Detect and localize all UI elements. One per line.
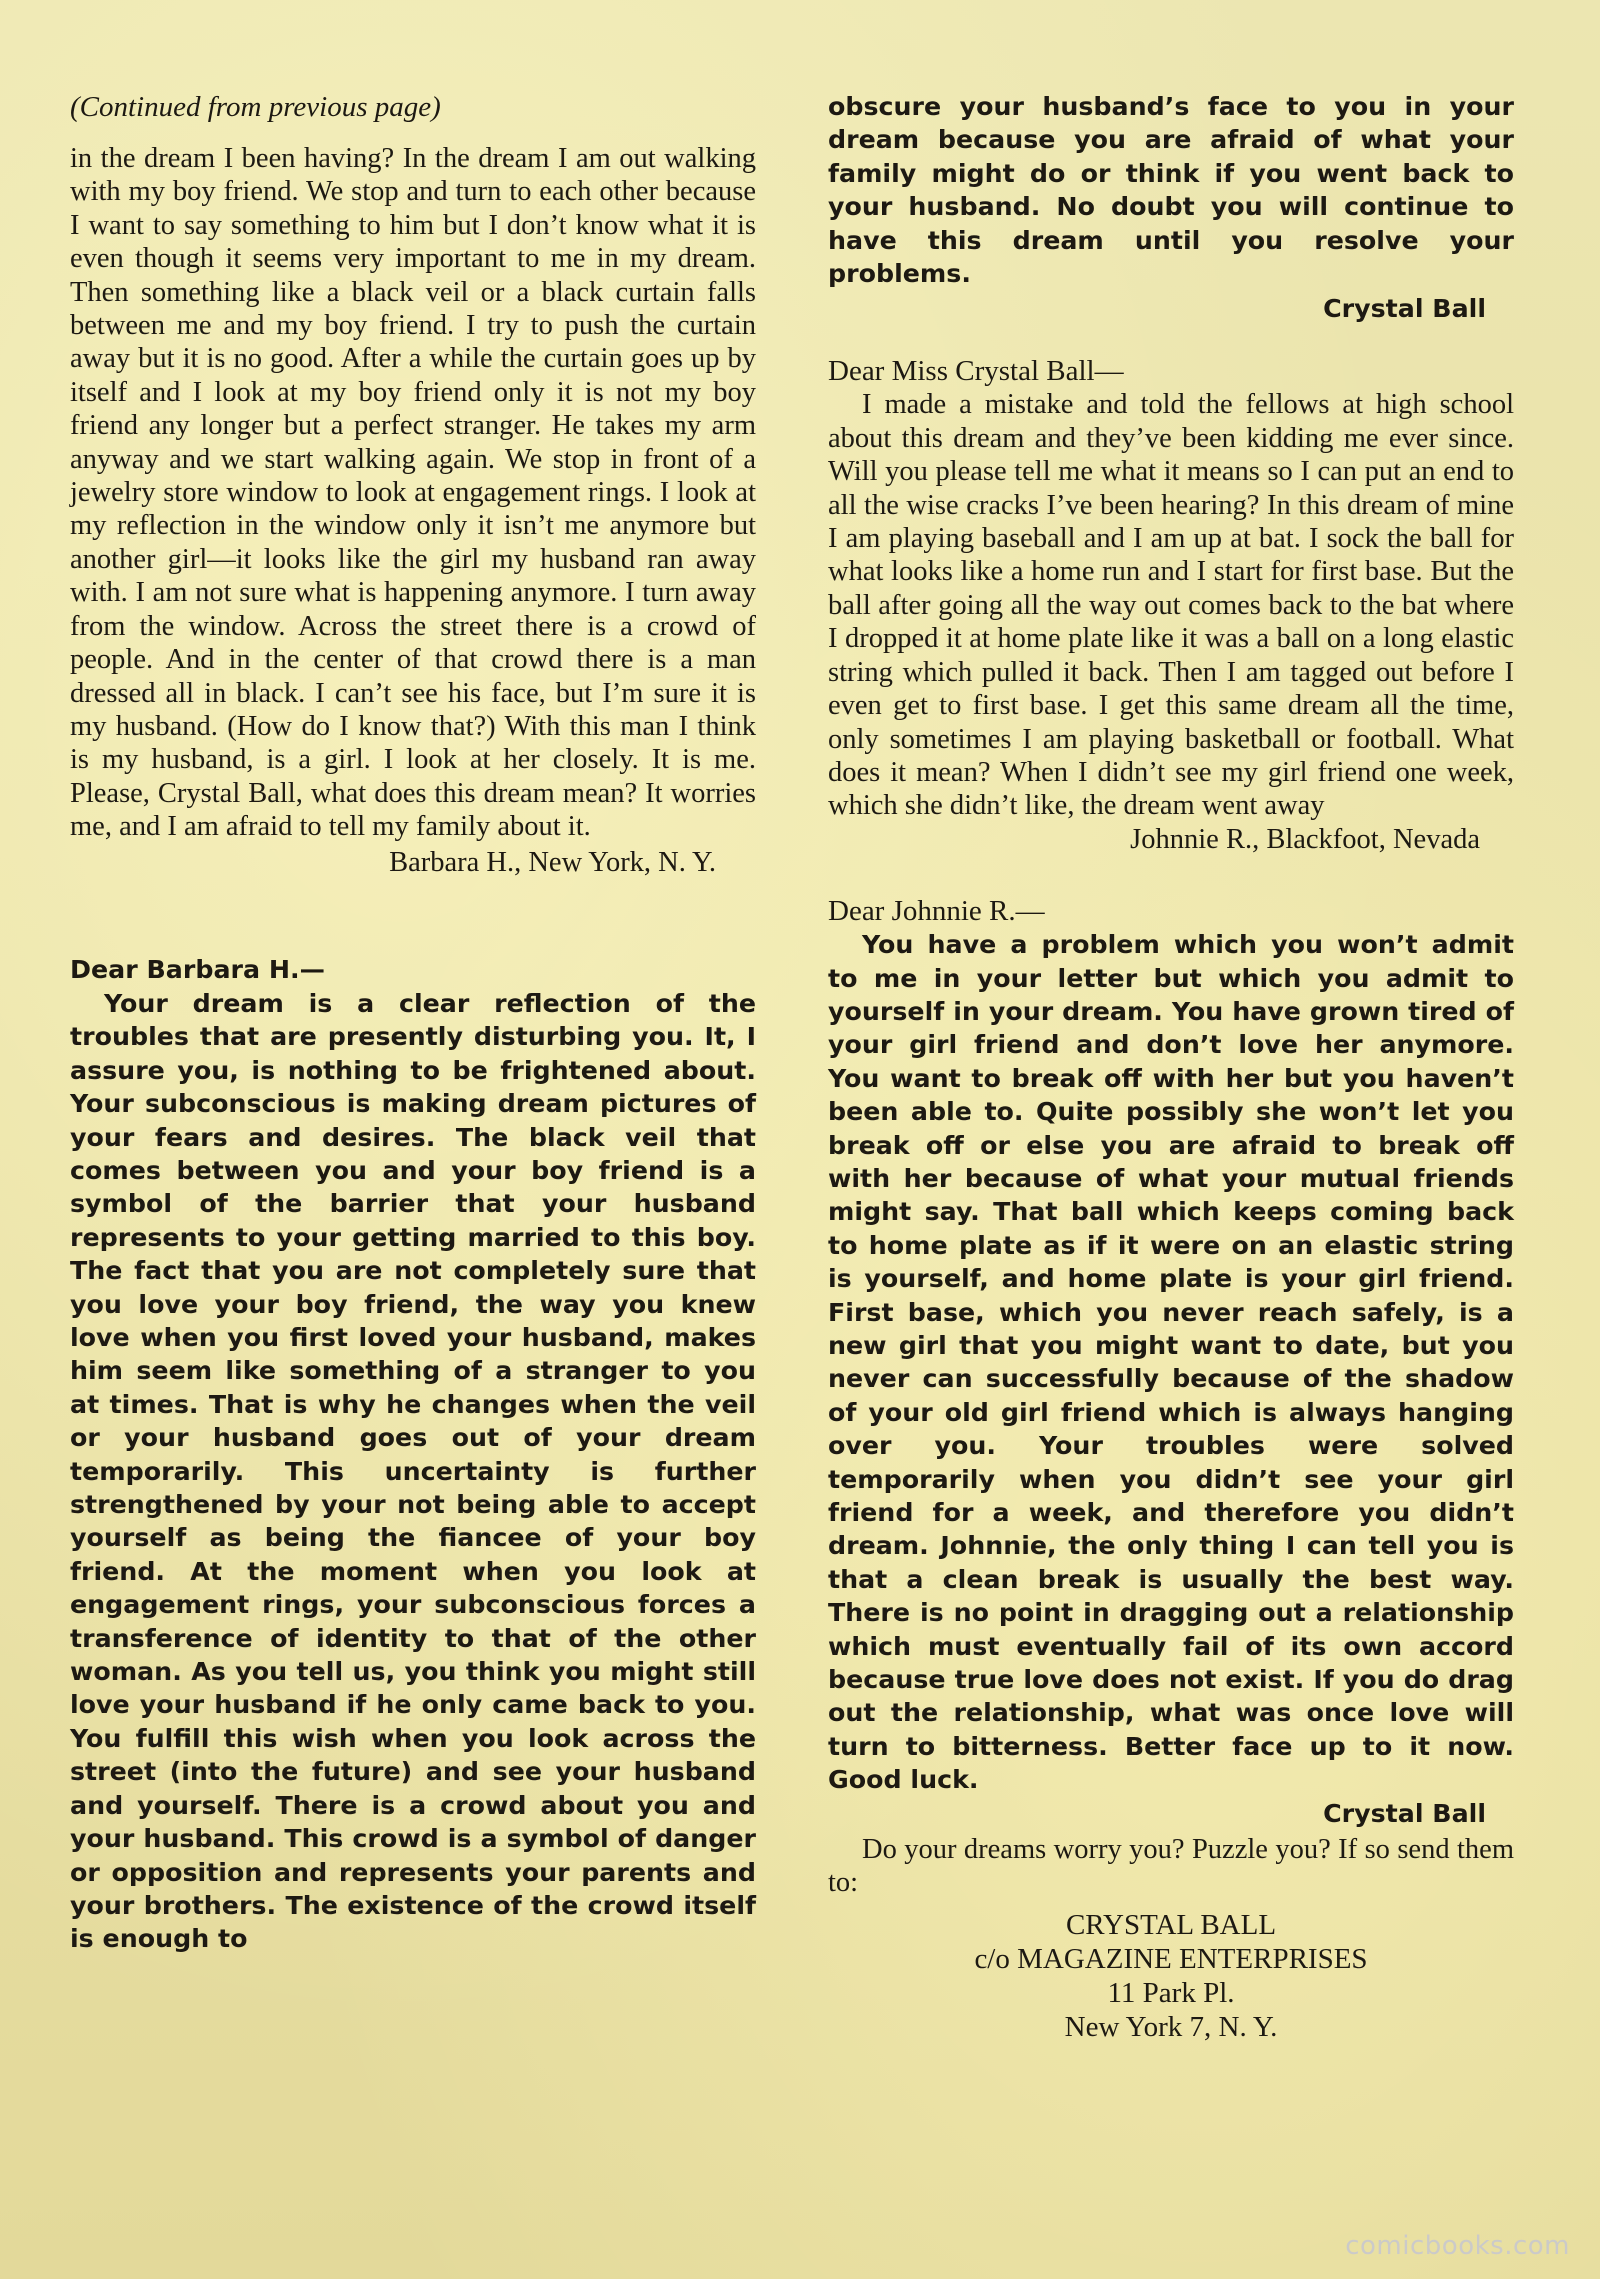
reply-barbara-continued: obscure your husband’s face to you in your dream because you are afraid of what your family might do or think if you went back to your husband. No doubt you will continue to have this dream until you resolve your problems. <box>828 92 1514 289</box>
address-line: New York 7, N. Y. <box>1064 2010 1278 2043</box>
reply-johnnie-body: You have a problem which you won’t admit to me in your letter but which you admit to yourself in your dream. You have grown tired of your girl friend and don’t love her anymore. You want to break off with her but you haven’t been able to. Quite possibly she won’t let you break off or else you are afraid to break off with her because of what your mutual friends might say. That ball which keeps coming back to home plate as if it were on an elastic string is yourself, and home plate is your girl friend. First base, which you never reach safely, is a new girl that you might want to date, but you never can successfully because of the shadow of your old girl friend which is always hanging over you. Your troubles were solved temporarily when you didn’t see your girl friend for a week, and therefore you didn’t dream. Johnnie, the only thing I can tell you is that a clean break is usually the best way. There is no point in dragging out a relationship which must eventually fail of its own accord because true love does not exist. If you do drag out the relationship, what was once love will turn to bitterness. Better face up to it now. Good luck. <box>828 930 1514 1795</box>
address-line: c/o MAGAZINE ENTERPRISES <box>974 1942 1368 1975</box>
address-line: CRYSTAL BALL <box>1065 1908 1277 1941</box>
reply-barbara-signature: Crystal Ball <box>1323 294 1486 324</box>
site-watermark: comicbooks.com <box>1345 2231 1570 2261</box>
mailing-address <box>828 1908 1514 2044</box>
right-column <box>828 90 1514 2044</box>
letter-johnnie-signature: Johnnie R., Blackfoot, Nevada <box>1130 823 1480 855</box>
letter-johnnie-salutation: Dear Miss Crystal Ball— <box>828 355 1124 388</box>
left-column <box>70 90 756 1956</box>
reply-barbara-salutation: Dear Barbara H.— <box>70 954 325 984</box>
continued-note: (Continued from previous page) <box>70 91 441 123</box>
submission-invite: Do your dreams worry you? Puzzle you? If so send them to: <box>828 1833 1514 1899</box>
reply-barbara-body: Your dream is a clear reflection of the troubles that are presently disturbing you. It, I assure you, is nothing to be frightened about. Your subconscious is making dream pictures of your fears and desires. The black veil that comes between you and your boy friend is a symbol of the barrier that your husband represents to your getting married to this boy. The fact that you are not completely sure that you love your boy friend, the way you knew love when you first loved your husband, makes him seem like something of a stranger to you at times. That is why he changes when the veil or your husband goes out of your dream temporarily. This uncertainty is further strengthened by your not being able to accept yourself as being the fiancee of your boy friend. At the moment when you look at engagement rings, your subconscious forces a transference of identity to that of the other woman. As you tell us, you think you might still love your husband if he only came back to you. You fulfill this wish when you look across the street (into the future) and see your husband and yourself. There is a crowd about you and your husband. This crowd is a symbol of danger or opposition and represents your parents and your brothers. The existence of the crowd itself is enough to <box>70 988 756 1954</box>
letter-barbara-body: in the dream I been having? In the dream I am out walking with my boy friend. We stop and turn to each other because I want to say something to him but I don’t know what it is even though it seems very important to me in my dream. Then something like a black veil or a black curtain falls between me and my boy friend. I try to push the curtain away but it is no good. After a while the curtain goes up by itself and I look at my boy friend only it is not my boy friend any longer but a perfect stranger. He takes my arm anyway and we start walking again. We stop in front of a jewelry store window to look at engagement rings. I look at my reflection in the window only it isn’t me anymore but another girl—it looks like the girl my husband ran away with. I am not sure what is happening anymore. I turn away from the window. Across the street there is a crowd of people. And in the center of that crowd there is a man dressed all in black. I can’t see his face, but I’m sure it is my husband. (How do I know that?) With this man I think is my husband, is a girl. I look at her closely. It is me. Please, Crystal Ball, what does this dream mean? It worries me, and I am afraid to tell my family about it. <box>70 143 756 843</box>
letter-barbara-signature: Barbara H., New York, N. Y. <box>389 846 716 878</box>
reply-johnnie-salutation: Dear Johnnie R.— <box>828 895 1045 928</box>
letter-johnnie-body: I made a mistake and told the fellows at high school about this dream and they’ve been kidding me ever since. Will you please tell me what it means so I can put an end to all the wise cracks I’ve been hearing? In this dream of mine I am playing baseball and I am up at bat. I sock the ball for what looks like a home run and I start for first base. But the ball after going all the way out comes back to the bat where I dropped it at home plate like it was a ball on a long elastic string which pulled it back. Then I am tagged out before I even get to first base. I get this same dream all the time, only sometimes I am playing basketball or football. What does it mean? When I didn’t see my girl friend one week, which she didn’t like, the dream went away <box>828 389 1514 822</box>
reply-johnnie-signature: Crystal Ball <box>1323 1798 1486 1828</box>
address-line: 11 Park Pl. <box>1107 1976 1235 2009</box>
